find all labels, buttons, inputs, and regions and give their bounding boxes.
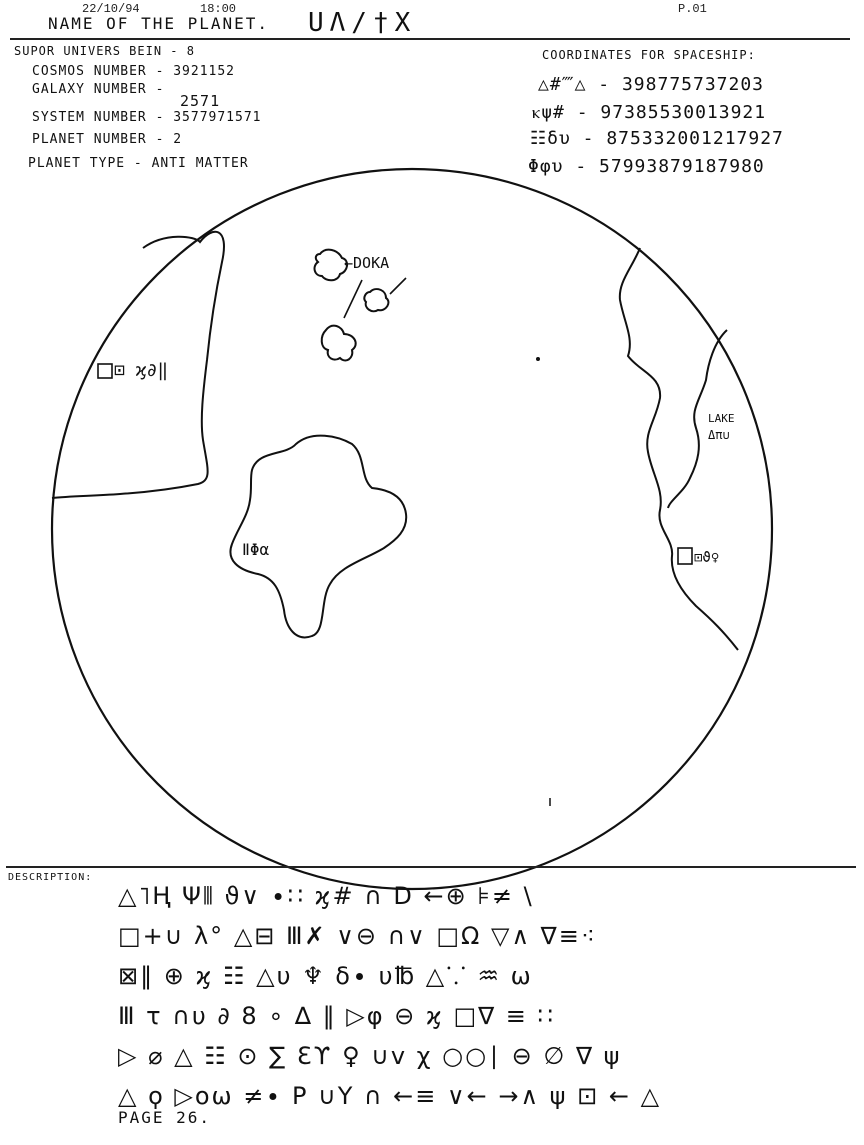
description-divider xyxy=(6,866,856,868)
description-line: □+∪ λ° △⊟ Ⅲ✗ ∨⊖ ∩∨ □Ω ▽∧ ∇≡⁖ xyxy=(118,922,597,950)
coordinate-symbols: ☷δυ - xyxy=(530,128,595,149)
info-system-number: SYSTEM NUMBER - 3577971571 xyxy=(32,110,262,125)
description-label: DESCRIPTION: xyxy=(8,872,93,883)
doka-cloud-2 xyxy=(364,289,388,311)
west-label-box xyxy=(98,364,112,378)
coordinates-title: COORDINATES FOR SPACESHIP: xyxy=(542,48,756,62)
description-text xyxy=(118,876,838,1116)
fax-date: 22/10/94 xyxy=(82,2,140,16)
map-label-doka: ←DOKA xyxy=(344,254,390,272)
central-island xyxy=(230,436,406,638)
doka-arrow-1 xyxy=(344,280,362,318)
east-label-box xyxy=(678,548,692,564)
map-label-lake-name: Δπ∪ xyxy=(708,428,730,442)
description-line: ⊠‖ ⊕ ϗ ☷ △υ ♆ δ∙ υ℔ △⸪ ♒ ω xyxy=(118,962,533,990)
doka-cloud-3 xyxy=(322,326,356,361)
coordinate-number: 57993879187980 xyxy=(599,156,765,177)
info-super-universe: SUPOR UNIVERS BEIN - 8 xyxy=(14,44,195,58)
description-line: Ⅲ τ ∩υ ∂ 8 ∘ ∆ ‖ ▷φ ⊖ ϗ □∇ ≡ ∷ xyxy=(118,1002,555,1030)
description-line: △ ϙ ▷οω ≠∙ Ρ ∪Υ ∩ ←≡ ∨← →∧ ψ ⊡ ← △ xyxy=(118,1082,662,1110)
info-galaxy-value: 2571 xyxy=(180,92,221,110)
info-cosmos-number: COSMOS NUMBER - 3921152 xyxy=(32,64,236,79)
stray-dot xyxy=(536,357,540,361)
coordinate-number: 97385530013921 xyxy=(600,102,767,123)
map-label-center: ⅡΦα xyxy=(242,540,270,559)
description-line: △˥Ⱨ Ψ⫴ ϑ∨ ∙∷ ϗ# ∩ D ←⊕ ⊧≠ \ xyxy=(118,882,534,910)
fax-time: 18:00 xyxy=(200,2,237,16)
planet-name-label: NAME OF THE PLANET. xyxy=(48,14,270,33)
coordinate-symbols: ⲕψ# - xyxy=(532,102,589,123)
east-coast xyxy=(620,248,738,650)
info-galaxy-number: GALAXY NUMBER - xyxy=(32,82,165,97)
page-number: PAGE 26. xyxy=(118,1108,212,1127)
map-label-east: ⊡ϑ♀ xyxy=(694,550,720,566)
coordinate-symbols: Φφυ - xyxy=(528,156,588,177)
description-line: ▷ ⌀ △ ☷ ⊙ ∑ Ɛϒ ♀ ∪ⅴ χ ○○∣ ⊖ ∅ ∇ ψ xyxy=(118,1042,622,1070)
planet-name: UΛ/†X xyxy=(308,8,417,38)
info-planet-type: PLANET TYPE - ANTI MATTER xyxy=(28,156,249,171)
info-planet-number: PLANET NUMBER - 2 xyxy=(32,132,183,147)
coordinate-number: 875332001217927 xyxy=(606,128,784,149)
fax-page: P.01 xyxy=(678,2,707,16)
doka-cloud-1 xyxy=(315,250,348,281)
map-label-west: ⊡ ϗ∂‖ xyxy=(114,360,169,381)
doka-arrow-2 xyxy=(390,278,406,294)
coordinate-symbols: △#⁗△ - xyxy=(538,74,611,95)
coordinate-number: 398775737203 xyxy=(621,74,765,95)
map-label-lake-title: LAKE xyxy=(708,412,735,425)
